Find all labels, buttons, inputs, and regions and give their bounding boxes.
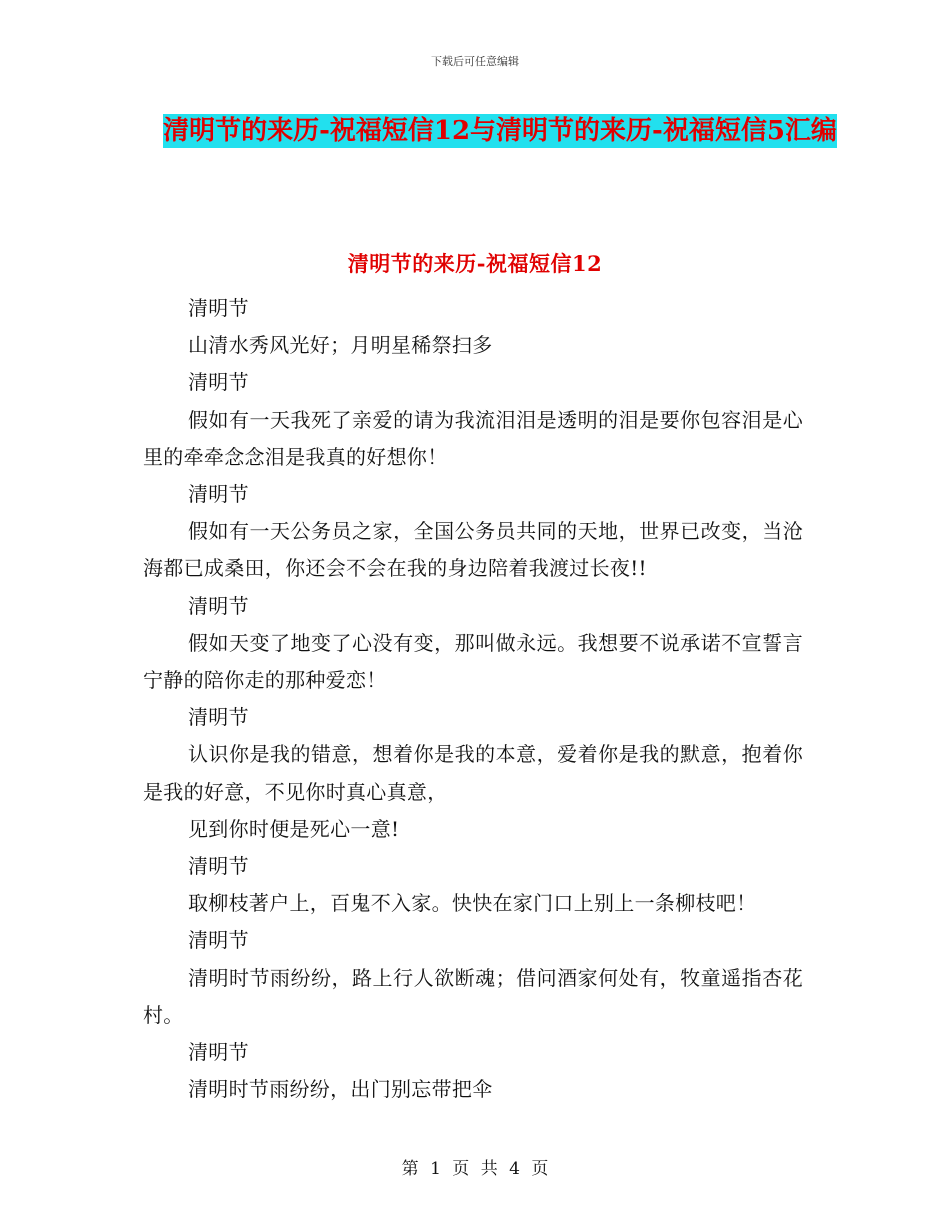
document-body: [143, 290, 803, 1108]
section-title: 清明节的来历-祝福短信12: [347, 251, 603, 276]
paragraph: 清明节: [188, 705, 249, 730]
paragraph: 清明节: [188, 1040, 249, 1065]
paragraph: 假如有一天公务员之家，全国公务员共同的天地，世界已改变，当沧海都已成桑田，你还会不会在我的身边陪着我渡过长夜!!: [143, 519, 803, 581]
paragraph: 假如有一天我死了亲爱的请为我流泪泪是透明的泪是要你包容泪是心里的牵牵念念泪是我真的好想你！: [143, 407, 803, 469]
paragraph: 清明时节雨纷纷，路上行人欲断魂；借问酒家何处有，牧童遥指杏花村。: [143, 965, 803, 1027]
paragraph: 假如天变了地变了心没有变，那叫做永远。我想要不说承诺不宣誓言宁静的陪你走的那种爱恋！: [143, 630, 803, 693]
paragraph: 清明节: [188, 593, 249, 618]
document-title: [140, 108, 860, 155]
page-footer: 第 1 页 共 4 页: [401, 1159, 549, 1179]
document-title-text: 清明节的来历-祝福短信12与清明节的来历-祝福短信5汇编: [163, 116, 837, 146]
paragraph: 清明节: [188, 854, 249, 879]
paragraph: 认识你是我的错意，想着你是我的本意，爱着你是我的默意，抱着你是我的好意，不见你时真心真意，: [143, 742, 803, 804]
paragraph: 清明时节雨纷纷，出门别忘带把伞: [188, 1077, 493, 1102]
paragraph: 山清水秀风光好；月明星稀祭扫多: [188, 333, 493, 358]
paragraph: 清明节: [188, 482, 249, 507]
header-note: 下载后可任意编辑: [431, 55, 519, 68]
paragraph: 取柳枝著户上，百鬼不入家。快快在家门口上别上一条柳枝吧！: [188, 891, 757, 916]
paragraph: 清明节: [188, 296, 249, 320]
paragraph: 清明节: [188, 928, 249, 953]
paragraph: 清明节: [188, 370, 249, 395]
paragraph: 见到你时便是死心一意!: [188, 816, 400, 841]
